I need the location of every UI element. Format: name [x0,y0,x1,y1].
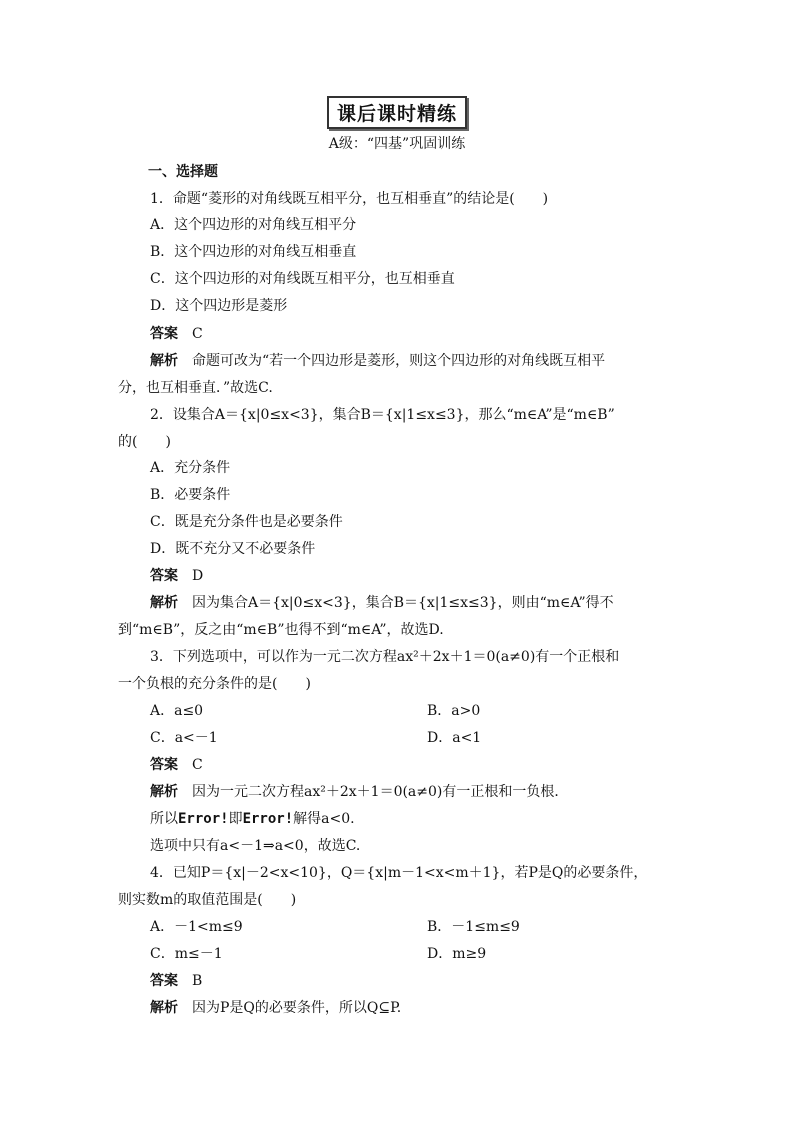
q3-analysis [150,782,568,802]
q2-analysis-line1: 因为集合A＝{x|0≤x<3}，集合B＝{x|1≤x≤3}，则由“m∈A”得不 [192,595,614,611]
title-banner [0,96,794,129]
q1-option-d: D．这个四边形是菱形 [150,298,288,314]
q3-option-d: D．a<1 [427,730,482,746]
answer-label: 答案 [150,757,178,773]
q2-analysis [150,593,614,613]
q2-answer-value: D [192,568,204,584]
q3-answer [150,755,203,775]
q3-error-text-1: Error! [178,811,229,827]
q3-stem-line1: 3．下列选项中，可以作为一元二次方程ax²＋2x＋1＝0(a≠0)有一个正根和 [150,649,620,665]
q3-analysis-line1: 因为一元二次方程ax²＋2x＋1＝0(a≠0)有一正根和一负根． [192,784,569,800]
q2-stem-line2: 的( ) [118,434,171,450]
q4-option-b: B．－1≤m≤9 [427,919,520,935]
q2-option-c: C．既是充分条件也是必要条件 [150,514,343,530]
q4-option-c: C．m≤－1 [150,946,223,962]
q3-option-c: C．a<－1 [150,730,218,746]
q1-analysis-line2: 分，也互相垂直．”故选C. [118,380,273,396]
q2-option-b: B．必要条件 [150,487,231,503]
q4-analysis [150,998,401,1018]
q1-analysis-line1: 命题可改为“若一个四边形是菱形，则这个四边形的对角线既互相平 [192,353,606,369]
q1-option-a: A．这个四边形的对角线互相平分 [150,217,357,233]
q3-stem-line2: 一个负根的充分条件的是( ) [118,676,311,692]
q3-analysis-line3: 选项中只有a<－1⇒a<0，故选C. [150,838,361,854]
q3-analysis-line2-pre: 所以 [150,811,178,827]
analysis-label: 解析 [150,595,178,611]
q4-option-a: A．－1<m≤9 [150,919,243,935]
q4-option-d: D．m≥9 [427,946,487,962]
q1-answer [150,324,203,344]
q4-stem-line2: 则实数m的取值范围是( ) [118,892,297,908]
q3-analysis-line2 [150,809,355,829]
q1-stem: 1．命题“菱形的对角线既互相平分，也互相垂直”的结论是( ) [150,191,549,207]
page-title: 课后课时精练 [327,96,467,129]
q3-analysis-line2-post: 解得a<0. [293,811,355,827]
level-heading: A级：“四基”巩固训练 [328,136,466,152]
q1-answer-value: C [192,326,203,342]
q4-answer [150,971,202,991]
answer-label: 答案 [150,568,178,584]
q3-option-a: A．a≤0 [150,703,204,719]
q2-answer [150,566,203,586]
q4-answer-value: B [192,973,203,989]
q3-option-b: B．a>0 [427,703,481,719]
section-heading: 一、选择题 [148,164,218,180]
q4-stem-line1: 4．已知P＝{x|－2<x<10}，Q＝{x|m－1<x<m＋1}，若P是Q的必要条件， [150,865,648,881]
q3-error-text-2: Error! [242,811,294,827]
q2-analysis-line2: 到“m∈B”，反之由“m∈B”也得不到“m∈A”，故选D. [118,622,444,638]
q4-analysis-line1: 因为P是Q的必要条件，所以Q⊆P. [192,1000,402,1016]
answer-label: 答案 [150,973,178,989]
q1-option-c: C．这个四边形的对角线既互相平分，也互相垂直 [150,271,455,287]
q2-option-d: D．既不充分又不必要条件 [150,541,316,557]
analysis-label: 解析 [150,353,178,369]
answer-label: 答案 [150,326,178,342]
q3-answer-value: C [192,757,203,773]
q1-option-b: B．这个四边形的对角线互相垂直 [150,244,357,260]
analysis-label: 解析 [150,1000,178,1016]
q2-stem-line1: 2．设集合A＝{x|0≤x<3}，集合B＝{x|1≤x≤3}，那么“m∈A”是“m∈B” [150,407,615,423]
analysis-label: 解析 [150,784,178,800]
q1-analysis [150,351,605,371]
q2-option-a: A．充分条件 [150,460,231,476]
q3-analysis-line2-mid: 即 [228,811,243,827]
